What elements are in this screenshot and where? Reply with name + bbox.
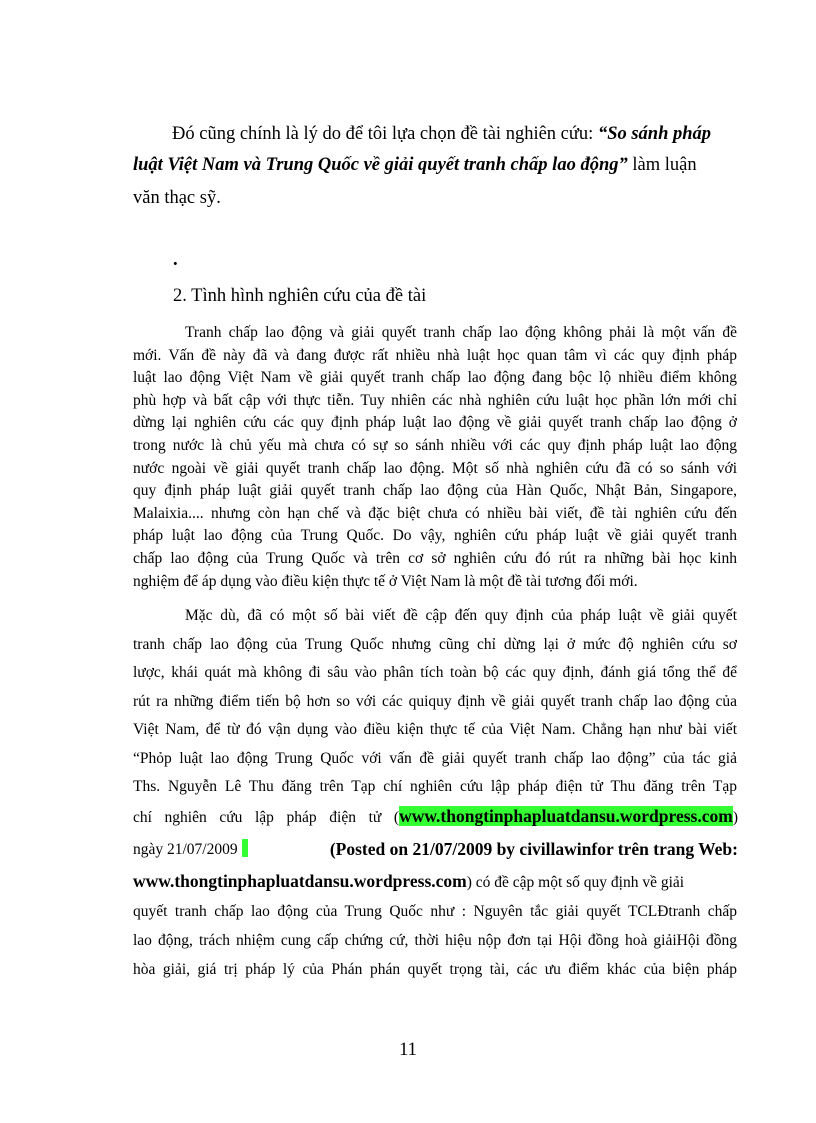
text-line: phù hợp và bất cập với thực tiễn. Tuy nhiên các nhà nghiên cứu luật học phần lớn mới chỉ (133, 391, 737, 409)
highlight-mark (242, 839, 248, 857)
text-line: Ths. Nguyễn Lê Thu đăng trên Tạp chí nghiên cứu lập pháp điện tử Thu đăng trên Tạp (133, 778, 737, 795)
text-line: dừng lại nghiên cứu các quy định pháp luật lao động về giải quyết tranh chấp lao động ở (133, 414, 737, 432)
link-line (133, 806, 738, 827)
text-line: quy định pháp luật giải quyết tranh chấp lao động của Hàn Quốc, Nhật Bản, Singapore, (133, 482, 737, 500)
intro-line-2 (133, 155, 697, 176)
text-line: nước ngoài về giải quyết tranh chấp lao động. Một số nhà nghiên cứu đã có so sánh với (133, 459, 737, 477)
text-line: nghiệm để áp dụng vào điều kiện thực tế ở Việt Nam là một đề tài tương đối mới. (133, 572, 638, 590)
text-line: Tranh chấp lao động và giải quyết tranh chấp lao động không phải là một vấn đề (185, 324, 737, 341)
text-line: chấp lao động của Trung Quốc và trên cơ sở nghiên cứu đó rút ra những bài học kinh (133, 550, 737, 567)
section-heading: 2. Tình hình nghiên cứu của đề tài (173, 286, 427, 306)
page-number: 11 (399, 1040, 417, 1060)
text-line: pháp luật lao động của Trung Quốc. Do vậy, nghiên cứu pháp luật về giải quyết tranh (133, 527, 737, 545)
text-line: mới. Vấn đề này đã và đang được rất nhiều nhà luật học quan tâm vì các quy định pháp (133, 346, 737, 364)
text-before-link: chí nghiên cứu lập pháp điện tử ( (133, 809, 400, 826)
text-line: hòa giải, giá trị pháp lý của Phán phán quyết trọng tài, các ưu điểm khác của biện pháp (133, 961, 737, 978)
text-line: lao động, trách nhiệm cung cấp chứng cứ, thời hiệu nộp đơn tại Hội đồng hoà giảiHội đồng (133, 932, 737, 949)
intro-line-3: văn thạc sỹ. (133, 188, 221, 208)
posted-by-text: (Posted on 21/07/2009 by civillawinfor trên trang Web: (329, 839, 738, 859)
thesis-title-start: “So sánh pháp (597, 124, 712, 144)
text-line: Mặc dù, đã có một số bài viết đề cập đến quy định của pháp luật về giải quyết (185, 607, 737, 624)
text-line: lược, khái quát mà không đi sâu vào phân tích toàn bộ các quy định, đánh giá tổng thể để (133, 664, 737, 681)
stray-bullet: . (173, 250, 178, 270)
text-line: luật lao động Việt Nam về giải quyết tranh chấp lao động đang bộc lộ nhiều điểm không (133, 369, 737, 387)
intro-text: làm luận (627, 155, 697, 175)
intro-text: Đó cũng chính là lý do để tôi lựa chọn đề tài nghiên cứu: (172, 124, 598, 144)
text-after-url: ) có đề cập một số quy định về giải (466, 874, 685, 891)
date-line (133, 839, 738, 860)
date-text: ngày 21/07/2009 (133, 839, 248, 860)
text-line: trong nước là chủ yếu mà chưa có sự so sánh nhiều với các quy định pháp luật lao động (133, 437, 737, 454)
intro-line-1 (172, 124, 711, 145)
text-line: tranh chấp lao động của Trung Quốc nhưng cũng chỉ dừng lại ở mức độ nghiên cứu sơ (133, 635, 737, 653)
text-line: “Phỏp luật lao động Trung Quốc với vấn đề giải quyết tranh chấp lao động” của tác giả (133, 749, 737, 767)
web-line (133, 871, 684, 892)
text-after-link: ) (732, 809, 738, 826)
text-line: Việt Nam, để từ đó vận dụng vào điều kiện thực tế của Việt Nam. Chẳng hạn như bài viết (133, 721, 737, 738)
text-line: Malaixia.... nhưng còn hạn chế và đặc biệt chưa có nhiều bài viết, đề tài nghiên cứu đến (133, 504, 737, 522)
website-link-highlighted[interactable]: www.thongtinphapluatdansu.wordpress.com (399, 806, 733, 826)
text-line: rút ra những điểm tiến bộ hơn so với các quiquy định về giải quyết tranh chấp lao động của (133, 692, 737, 710)
thesis-title-end: luật Việt Nam và Trung Quốc về giải quyết tranh chấp lao động” (133, 155, 628, 175)
website-url[interactable]: www.thongtinphapluatdansu.wordpress.com (133, 871, 467, 891)
text-line: quyết tranh chấp lao động của Trung Quốc như : Nguyên tắc giải quyết TCLĐtranh chấp (133, 903, 737, 920)
